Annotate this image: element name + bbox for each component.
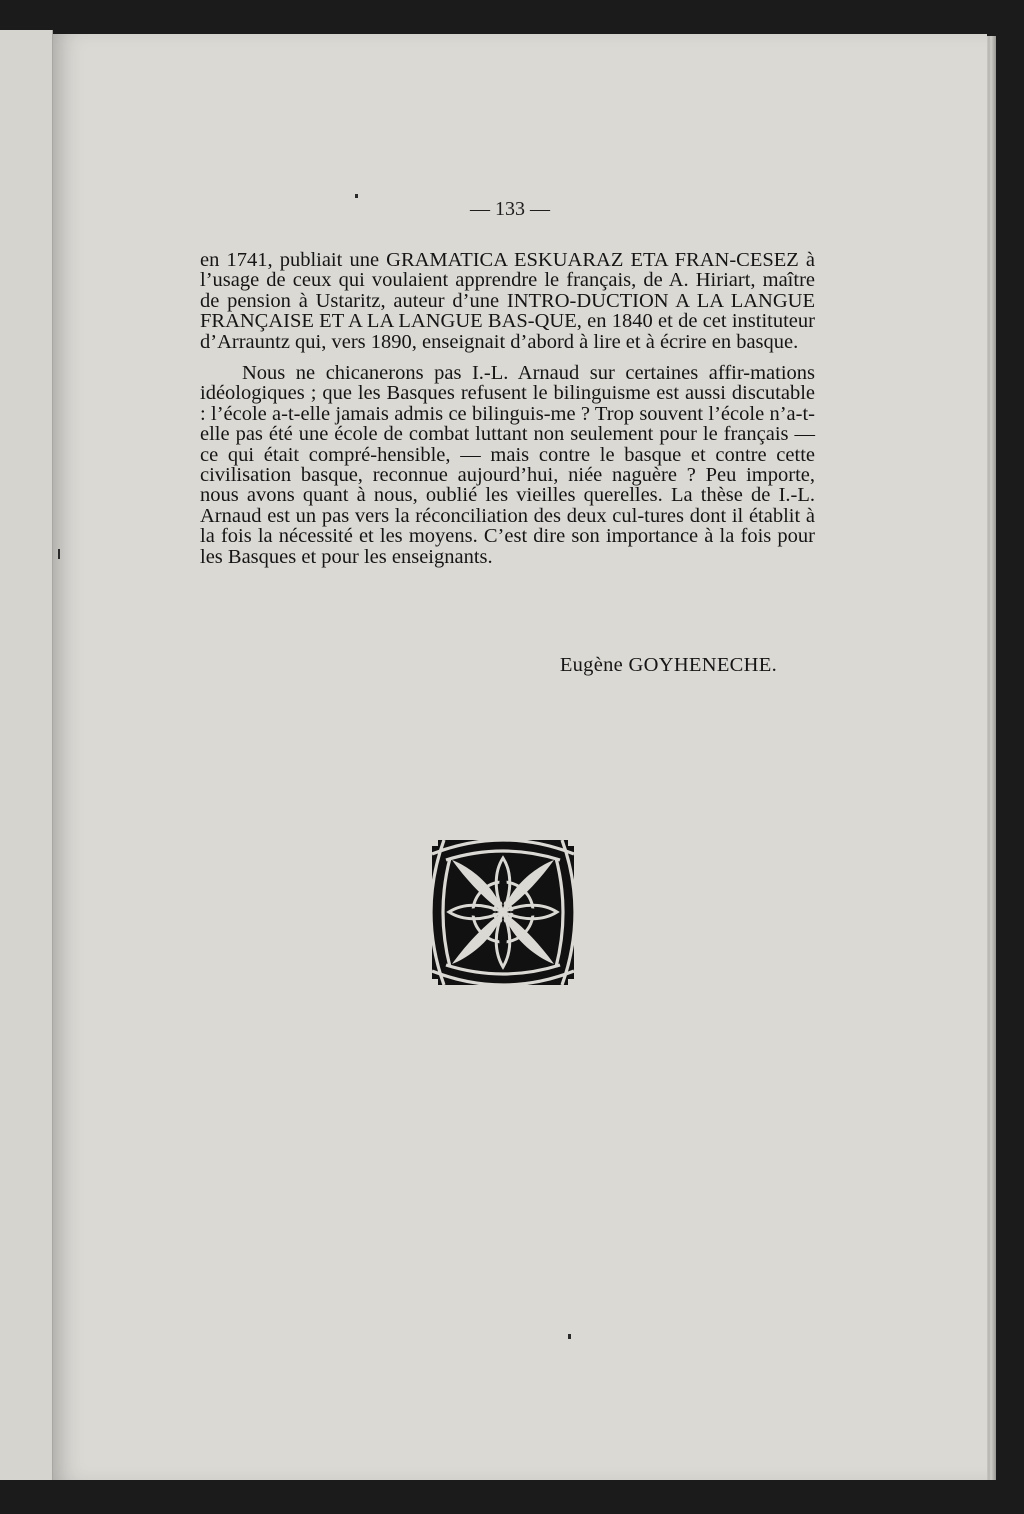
speck xyxy=(58,549,60,559)
speck xyxy=(568,1334,571,1339)
paragraph: Nous ne chicanerons pas I.-L. Arnaud sur certaines affir-mations idéologiques ; que les Basques refusent le bilinguisme est aussi discutable : l’école a-t-elle jamais admis ce bilinguis-me ? Trop souvent l’école n’a-t-elle pas été une école de combat luttant non seulement pour le français — ce qui était compré-hensible, — mais contre le basque et contre cette civilisation basque, reconnue aujourd’hui, niée naguère ? Peu importe, nous avons quant à nous, oublié les vieilles querelles. La thèse de I.-L. Arnaud est un pas vers la réconciliation des deux cul-tures dont il établit à la fois la nécessité et les moyens. C’est dire son importance à la fois pour les Basques et pour les enseignants. xyxy=(200,362,815,568)
page-number: — 133 — xyxy=(470,198,550,220)
celtic-knot-square-ornament-icon xyxy=(432,840,574,985)
facing-page-edge xyxy=(0,30,53,1480)
body-text xyxy=(200,250,815,578)
paragraph: en 1741, publiait une GRAMATICA ESKUARAZ ETA FRAN-CESEZ à l’usage de ceux qui voulaient apprendre le français, de A. Hiriart, maître de pension à Ustaritz, auteur d’une INTRO-DUCTION A LA LANGUE FRANÇAISE ET A LA LANGUE BAS-QUE, en 1840 et de cet instituteur d’Arrauntz qui, vers 1890, enseignait d’abord à lire et à écrire en basque. xyxy=(200,249,815,353)
author-signature: Eugène GOYHENECHE. xyxy=(559,654,777,676)
